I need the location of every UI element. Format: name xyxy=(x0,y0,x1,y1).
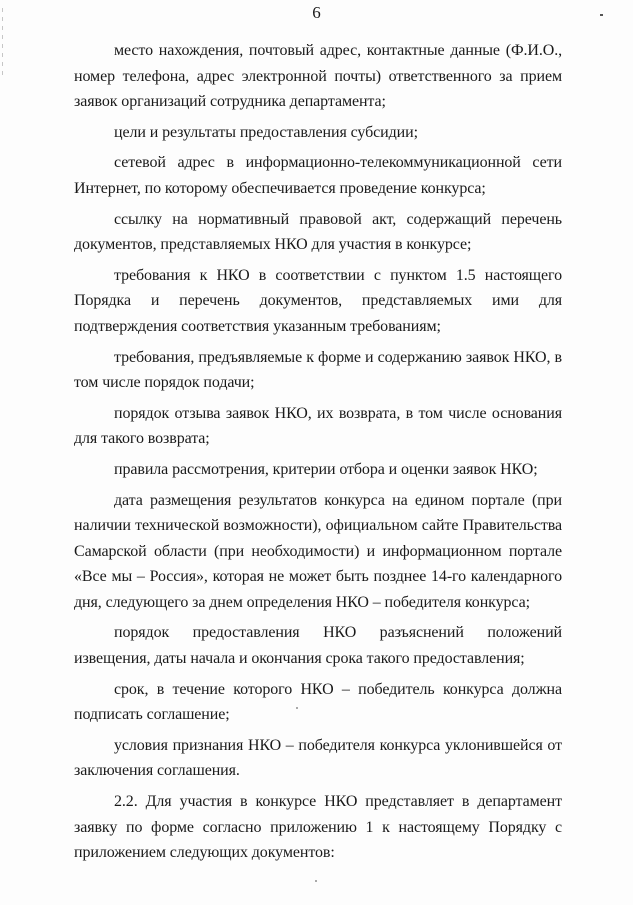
paragraph-location-contacts: место нахождения, почтовый адрес, контактные данные (Ф.И.О., номер телефона, адрес электронной почты) ответственного за прием заявок организаций сотрудника департамента; xyxy=(74,42,562,111)
paragraph-results-publication-date: дата размещения результатов конкурса на едином портале (при наличии технической возможности), официальном сайте Правительства Самарской области (при необходимости) и информационном портале «Все мы – Россия», которая не может быть позднее 14-го календарного дня, следующего за днем определения НКО – победителя конкурса; xyxy=(74,491,562,611)
paragraph-goals-results: цели и результаты предоставления субсидии; xyxy=(114,123,418,141)
paragraph-application-form-requirements: требования, предъявляемые к форме и содержанию заявок НКО, в том числе порядок подачи; xyxy=(74,348,562,392)
scan-speck xyxy=(296,707,298,709)
paragraph-withdrawal-procedure: порядок отзыва заявок НКО, их возврата, в том числе основания для такого возврата; xyxy=(74,404,562,448)
paragraph-network-address: сетевой адрес в информационно-телекоммуникационной сети Интернет, по которому обеспечивается проведение конкурса; xyxy=(74,154,562,197)
page-number: 6 xyxy=(312,3,321,22)
paragraph-legal-act-link: ссылку на нормативный правовой акт, содержащий перечень документов, представляемых НКО для участия в конкурсе; xyxy=(74,210,562,254)
scan-speck xyxy=(600,14,603,16)
document-body xyxy=(74,38,562,871)
paragraph-section-2-2: 2.2. Для участия в конкурсе НКО представляет в департамент заявку по форме согласно приложению 1 к настоящему Порядку с приложением следующих документов: xyxy=(74,793,562,862)
paragraph-clarifications-procedure: порядок предоставления НКО разъяснений положений извещения, даты начала и окончания срока такого предоставления; xyxy=(74,624,562,668)
paragraph-signing-deadline: срок, в течение которого НКО – победитель конкурса должна подписать соглашение; xyxy=(74,680,562,724)
scan-speck xyxy=(315,880,317,882)
paragraph-review-rules: правила рассмотрения, критерии отбора и оценки заявок НКО; xyxy=(114,460,538,478)
paragraph-requirements-nko: требования к НКО в соответствии с пунктом 1.5 настоящего Порядка и перечень документов, представляемых ими для подтверждения соответствия указанным требованиям; xyxy=(74,266,562,335)
paragraph-evasion-conditions: условия признания НКО – победителя конкурса уклонившейся от заключения соглашения. xyxy=(74,736,562,780)
